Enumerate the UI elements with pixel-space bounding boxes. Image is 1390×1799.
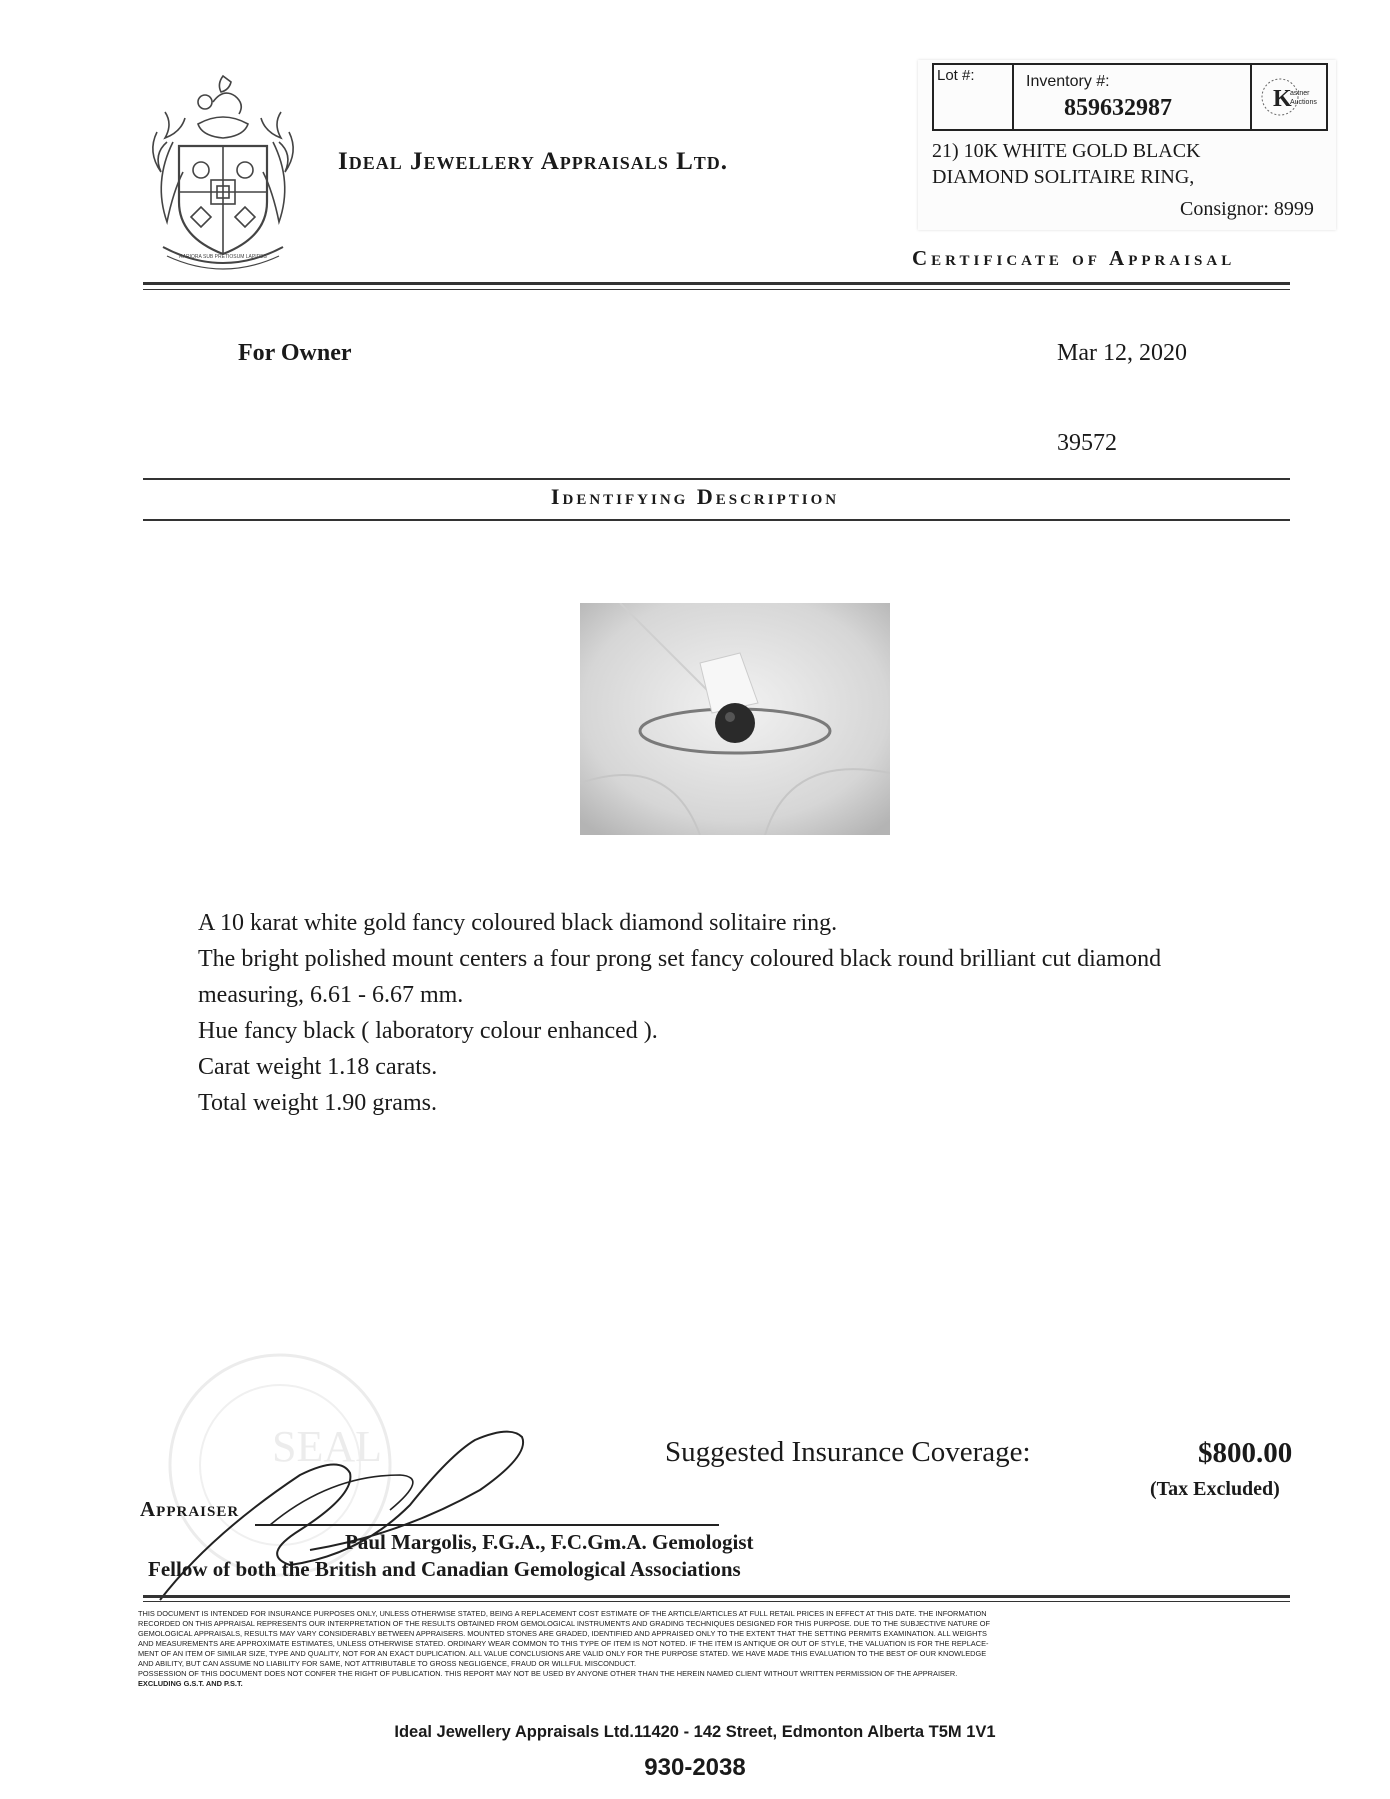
disclaimer-line: GEMOLOGICAL APPRAISALS, RESULTS MAY VARY CONSIDERABLY BETWEEN APPRAISERS. MOUNTED STONES ARE GRADED, IDENTIFIED AND APPRAISED ONLY TO THE EXTENT THAT THE SETTING PERMITS EXAMINATION. ALL WEIGHTS [138, 1629, 987, 1638]
svg-text:astner: astner [1290, 90, 1310, 97]
crest-logo [143, 72, 303, 277]
crest-motto: RARIORA SUB PRETIOSUM LAPIDES [179, 254, 267, 260]
inventory-caption: Inventory #: [1026, 73, 1110, 90]
lot-caption: Lot #: [937, 67, 975, 84]
footer-rule-thin [143, 1601, 1290, 1602]
signature-line [255, 1524, 719, 1526]
header-rule [143, 282, 1290, 285]
owner-label: For Owner [238, 340, 352, 366]
inventory-number: 859632987 [1064, 95, 1172, 121]
disclaimer-line: THIS DOCUMENT IS INTENDED FOR INSURANCE PURPOSES ONLY, UNLESS OTHERWISE STATED, BEING A REPLACEMENT COST ESTIMATE OF THE ARTICLE/ARTICLES AT FULL RETAIL PRICES IN EFFECT AT THIS DATE. THE INFORMATION [138, 1609, 987, 1618]
svg-text:SEAL: SEAL [272, 1422, 382, 1471]
header-rule-thin [143, 289, 1290, 290]
svg-text:Auctions: Auctions [1290, 99, 1317, 106]
reference-number: 39572 [1057, 430, 1117, 456]
lot-label-table [932, 63, 1328, 131]
footer-phone: 930-2038 [644, 1754, 746, 1781]
section-title: Identifying Description [550, 484, 840, 509]
kastner-auctions-logo [1258, 71, 1324, 123]
tax-note: (Tax Excluded) [1150, 1478, 1280, 1500]
lot-description-line2: DIAMOND SOLITAIRE RING, [932, 166, 1195, 188]
disclaimer-line: POSSESSION OF THIS DOCUMENT DOES NOT CONFER THE RIGHT OF PUBLICATION. THIS REPORT MAY NOT BE USED BY ANYONE OTHER THAN THE HEREIN NAMED CLIENT WITHOUT WRITTEN PERMISSION OF THE APPRAISER. [138, 1669, 958, 1678]
description-line: Total weight 1.90 grams. [198, 1090, 437, 1116]
svg-text:K: K [1273, 86, 1292, 112]
description-line: Hue fancy black ( laboratory colour enhanced ). [198, 1018, 658, 1044]
footer-address: Ideal Jewellery Appraisals Ltd.11420 - 142 Street, Edmonton Alberta T5M 1V1 [394, 1723, 996, 1741]
insurance-amount: $800.00 [1198, 1437, 1293, 1469]
appraiser-affiliation: Fellow of both the British and Canadian Gemological Associations [148, 1557, 741, 1581]
disclaimer-line: AND ABILITY, BUT CAN ASSUME NO LIABILITY FOR SAME, NOT ATTRIBUTABLE TO GROSS NEGLIGENCE, FRAUD OR WILLFUL MISCONDUCT. [138, 1659, 637, 1668]
ring-photo [580, 603, 890, 835]
footer-rule [143, 1595, 1290, 1598]
company-name: Ideal Jewellery Appraisals Ltd. [338, 148, 729, 175]
disclaimer-line: AND MEASUREMENTS ARE APPROXIMATE ESTIMATES, UNLESS OTHERWISE STATED. ORDINARY WEAR COMMON TO THIS TYPE OF ITEM IS NOT NOTED. IF THE ITEM IS ANTIQUE OR OUT OF STYLE, THE VALUATION IS FOR THE REPLACE- [138, 1639, 989, 1648]
consignor: Consignor: 8999 [1180, 198, 1314, 220]
disclaimer-line: MENT OF AN ITEM OF SIMILAR SIZE, TYPE AND QUALITY, NOT FOR AN EXACT DUPLICATION. ALL VALUE CONCLUSIONS ARE VALID ONLY FOR THE PURPOSE STATED. WE HAVE MADE THIS EVALUATION TO THE BEST OF OUR KNOWLEDGE [138, 1649, 987, 1658]
lot-label [918, 60, 1336, 230]
disclaimer-line: RECORDED ON THIS APPRAISAL REPRESENTS OUR INTERPRETATION OF THE RESULTS OBTAINED FROM GEMOLOGICAL INSTRUMENTS AND GRADING TECHNIQUES DESIGNED FOR THIS PURPOSE. DUE TO THE SUBJECTIVE NATURE OF [138, 1619, 990, 1628]
appraiser-name: Paul Margolis, F.G.A., F.C.Gm.A. Gemologist [345, 1530, 754, 1554]
certificate-title: Certificate of Appraisal [912, 246, 1236, 270]
appraiser-caption: Appraiser [140, 1497, 240, 1521]
section-rule-top [143, 478, 1290, 480]
disclaimer-block [138, 1609, 1298, 1689]
disclaimer-line: EXCLUDING G.S.T. AND P.S.T. [138, 1679, 243, 1688]
lot-description-line1: 21) 10K WHITE GOLD BLACK [932, 140, 1201, 162]
insurance-label: Suggested Insurance Coverage: [665, 1436, 1031, 1468]
appraisal-date: Mar 12, 2020 [1057, 340, 1187, 366]
section-rule-bottom [143, 519, 1290, 521]
description-block [198, 905, 1161, 1121]
description-line: A 10 karat white gold fancy coloured black diamond solitaire ring. [198, 910, 838, 936]
description-line: The bright polished mount centers a four prong set fancy coloured black round brilliant cut diamond [198, 946, 1162, 972]
description-line: measuring, 6.61 - 6.67 mm. [198, 982, 464, 1008]
description-line: Carat weight 1.18 carats. [198, 1054, 438, 1080]
